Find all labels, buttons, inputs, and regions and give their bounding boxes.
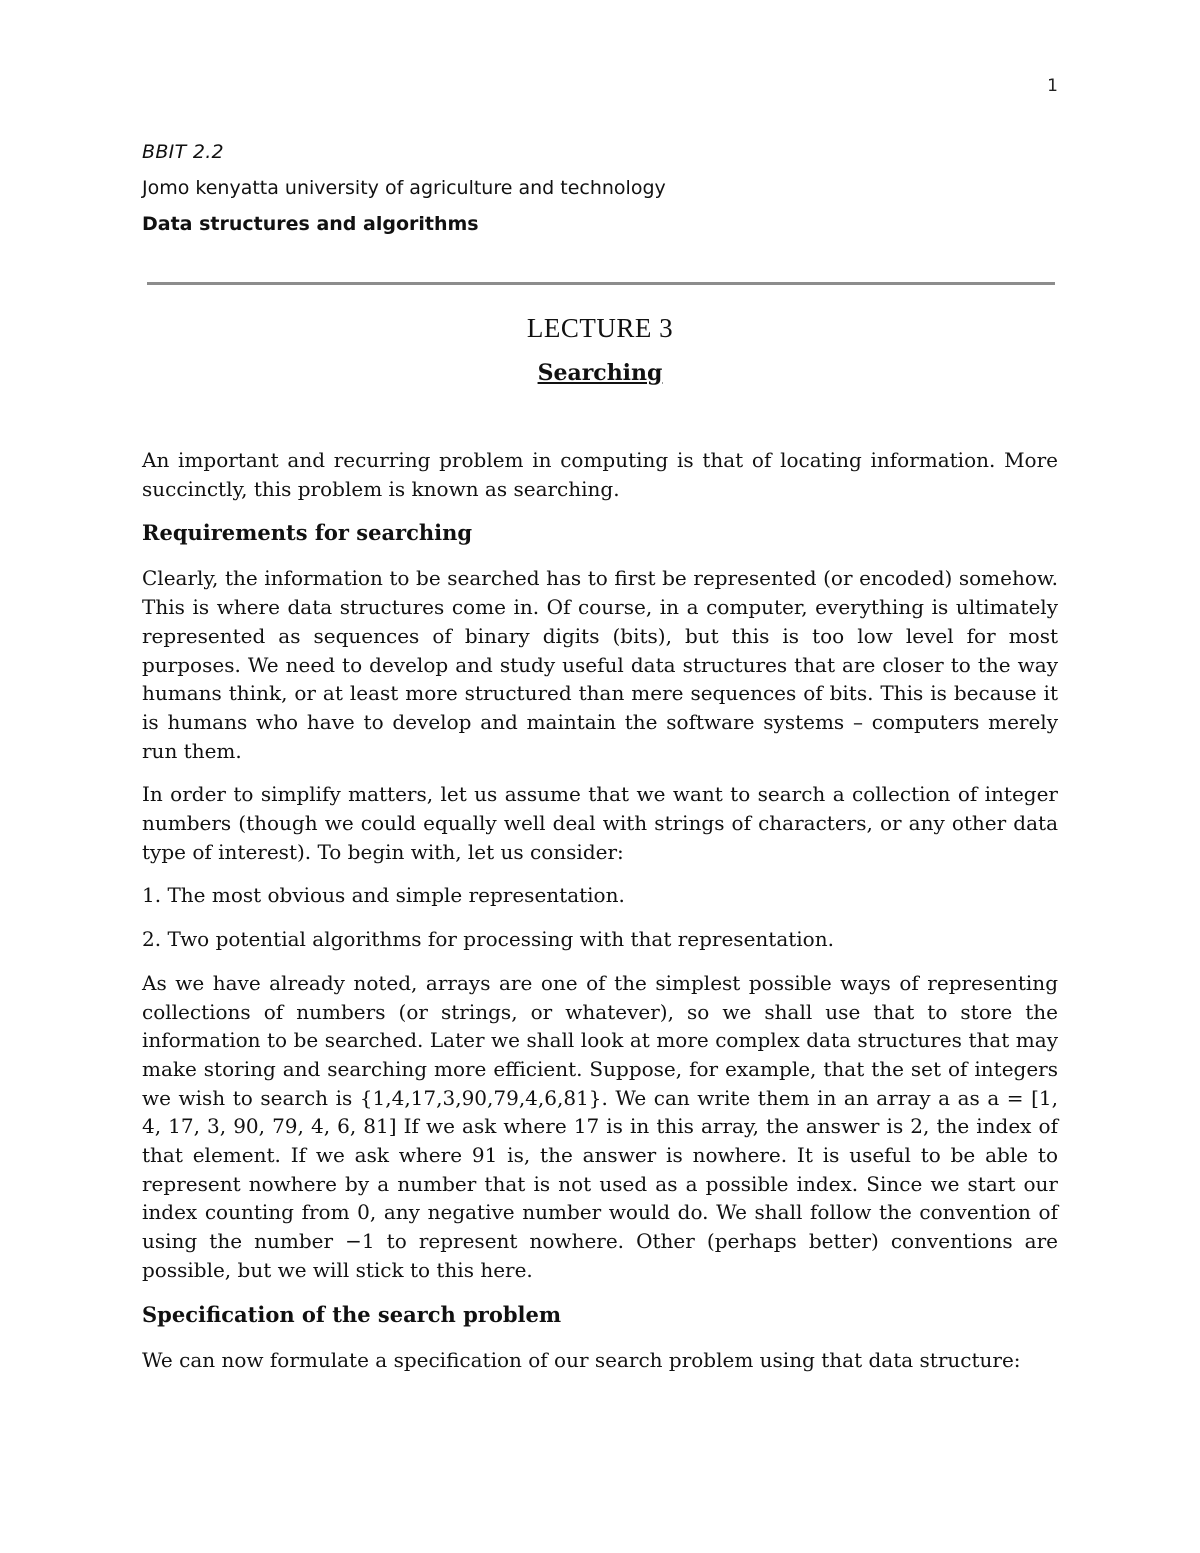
intro-paragraph: An important and recurring problem in computing is that of locating information. More succinctly, this problem is known as searching. xyxy=(142,448,1058,501)
header-divider xyxy=(147,282,1055,285)
course-code: BBIT 2.2 xyxy=(142,141,224,163)
specification-heading: Specification of the search problem xyxy=(142,1301,562,1327)
requirements-paragraph-2: In order to simplify matters, let us assume that we want to search a collection of integer numbers (though we could equally well deal with strings of characters, or any other data type of interest). To begin with, let us consider: xyxy=(142,782,1058,864)
requirements-paragraph-1: Clearly, the information to be searched has to first be represented (or encoded) somehow. This is where data structures come in. Of course, in a computer, everything is ultimately represented as sequences of binary digits (bits), but this is too low level for most purposes. We need to develop and study useful data structures that are closer to the way humans think, or at least more structured than mere sequences of bits. This is because it is humans who have to develop and maintain the software systems – computers merely run them. xyxy=(142,566,1058,763)
subject-name: Data structures and algorithms xyxy=(142,213,479,235)
requirements-heading: Requirements for searching xyxy=(142,520,473,546)
specification-paragraph-1: We can now formulate a specification of our search problem using that data structure: xyxy=(142,1347,1021,1372)
page-number: 1 xyxy=(1047,76,1058,96)
lecture-title: LECTURE 3 xyxy=(526,313,674,343)
university-name: Jomo kenyatta university of agriculture and technology xyxy=(142,177,666,199)
list-item: 2. Two potential algorithms for processing with that representation. xyxy=(142,927,834,952)
document-body xyxy=(142,310,1058,1389)
requirements-paragraph-3: As we have already noted, arrays are one of the simplest possible ways of representing collections of numbers (or strings, or whatever), so we shall use that to store the information to be searched. Later we shall look at more complex data structures that may make storing and searching more efficient. Suppose, for example, that the set of integers we wish to search is {1,4,17,3,90,79,4,6,81}. We can write them in an array a as a = [1, 4, 17, 3, 90, 79, 4, 6, 81] If we ask where 17 is in this array, the answer is 2, the index of that element. If we ask where 91 is, the answer is nowhere. It is useful to be able to represent nowhere by a number that is not used as a possible index. Since we start our index counting from 0, any negative number would do. We shall follow the convention of using the number −1 to represent nowhere. Other (perhaps better) conventions are possible, but we will stick to this here. xyxy=(142,970,1058,1282)
lecture-subtitle: Searching xyxy=(537,360,663,386)
list-item: 1. The most obvious and simple representation. xyxy=(142,883,625,908)
document-header xyxy=(142,141,1062,235)
